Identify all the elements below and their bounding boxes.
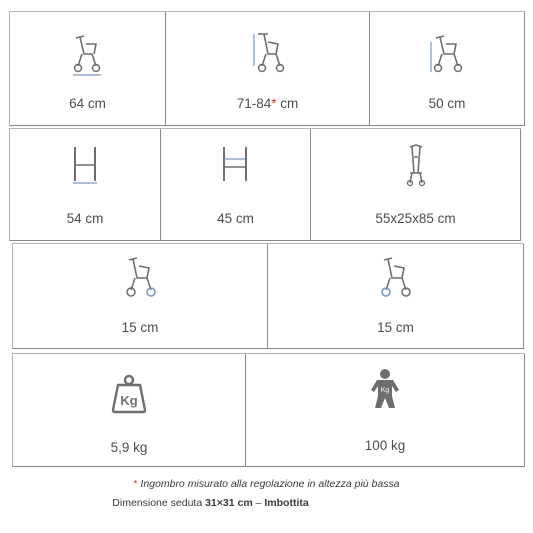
rollator-depth-icon: [428, 32, 466, 76]
spec-value: 15 cm: [377, 320, 414, 335]
user-max-weight-icon: [367, 368, 403, 410]
spec-value: 54 cm: [66, 211, 104, 226]
spec-value: 50 cm: [428, 96, 466, 111]
spec-cell-frame-width: [9, 129, 161, 241]
spec-cell-folded: [311, 129, 521, 241]
spec-row-1: [9, 11, 525, 126]
spec-value: 64 cm: [69, 96, 106, 111]
weight-kg-icon: [110, 374, 148, 414]
frame-width-icon: [70, 145, 100, 185]
rollator-width-icon: [70, 32, 104, 76]
spec-cell-depth: [370, 12, 525, 126]
spec-cell-front-wheel: [268, 244, 524, 349]
spec-value-main: 71-84: [236, 96, 272, 111]
spec-value: 55x25x85 cm: [375, 211, 456, 226]
footnote-height: [0, 478, 533, 490]
spec-row-2: [9, 128, 521, 241]
spec-value: 5,9 kg: [110, 440, 148, 455]
spec-value: 15 cm: [121, 320, 159, 335]
seat-padding: Imbottita: [264, 497, 309, 509]
footnote-text: Ingombro misurato alla regolazione in altezza più bassa: [137, 478, 400, 490]
asterisk-mark: *: [271, 96, 277, 111]
seat-note-prefix: Dimensione seduta: [112, 497, 206, 509]
spec-cell-weight: [12, 354, 246, 467]
front-wheel-icon: [376, 254, 416, 300]
spec-cell-frame-inner: [161, 129, 311, 241]
spec-value-unit: cm: [276, 96, 299, 111]
spec-value: 45 cm: [217, 211, 254, 226]
rollator-handle-height-icon: [250, 30, 286, 76]
seat-size: 31×31 cm: [205, 497, 253, 509]
spec-cell-rear-wheel: [12, 244, 268, 349]
spec-row-3: [12, 243, 524, 349]
seat-dimension-note: [0, 497, 477, 509]
spec-cell-max-load: [246, 354, 525, 467]
spec-row-4: [12, 353, 525, 467]
rear-wheel-icon: [121, 254, 161, 300]
spec-cell-height: [166, 12, 370, 126]
asterisk-mark: *: [133, 478, 138, 490]
spec-value: 100 kg: [364, 438, 406, 453]
spec-cell-width: [9, 12, 166, 126]
max-weight-kg-label: Kg: [380, 387, 390, 394]
seat-note-dash: –: [252, 497, 265, 509]
spec-value: [166, 96, 369, 111]
weight-kg-label: Kg: [120, 393, 138, 408]
frame-inner-width-icon: [219, 145, 251, 185]
folded-size-icon: [404, 143, 428, 187]
